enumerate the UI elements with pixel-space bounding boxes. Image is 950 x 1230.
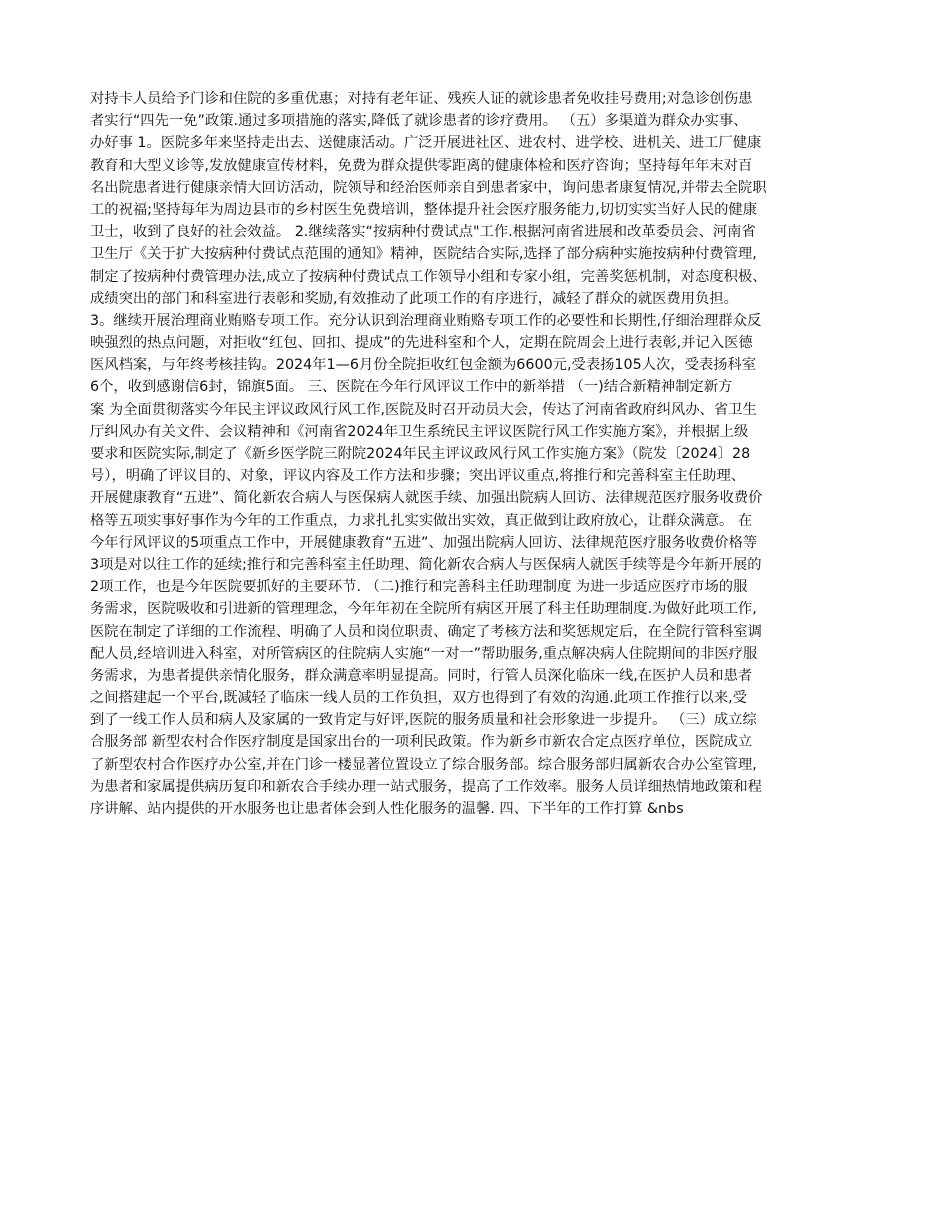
text-line: 号），明确了评议目的、对象，评议内容及工作方法和步骤；突出评议重点,将推行和完善科室主任助理、 [90, 468, 746, 485]
text-line: 者实行“四先一免”政策.通过多项措施的落实,降低了就诊患者的诊疗费用。 （五）多渠道为群众办实事、 [90, 113, 748, 130]
text-line: 工的祝福;坚持每年为周边县市的乡村医生免费培训，整体提升社会医疗服务能力,切切实实当好人民的健康 [90, 201, 758, 218]
text-line: 今年行风评议的5项重点工作中，开展健康教育“五进”、加强出院病人回访、法律规范医疗服务收费价格等 [90, 534, 758, 551]
text-line: 医院在制定了详细的工作流程、明确了人员和岗位职责、确定了考核方法和奖惩规定后，在全院行管科室调 [90, 623, 762, 640]
text-line: 配人员,经培训进入科室，对所管病区的住院病人实施“一对一”帮助服务,重点解决病人住院期间的非医疗服 [90, 645, 758, 662]
text-line: 名出院患者进行健康亲情大回访活动，院领导和经治医师亲自到患者家中，询问患者康复情况,并带去全院职 [90, 179, 767, 196]
text-line: 6个，收到感谢信6封，锦旗5面。 三、医院在今年行风评议工作中的新举措 （一)结合新精神制定新方 [90, 379, 733, 396]
text-line: 开展健康教育“五进”、简化新农合病人与医保病人就医手续、加强出院病人回访、法律规范医疗服务收费价 [90, 490, 763, 507]
text-line: 对持卡人员给予门诊和住院的多重优惠；对持有老年证、残疾人证的就诊患者免收挂号费用;对急诊创伤患 [90, 91, 753, 107]
text-line: 映强烈的热点问题，对拒收“红包、回扣、提成”的先进科室和个人，定期在院周会上进行表彰,并记入医德 [90, 335, 753, 352]
document-body [90, 88, 858, 820]
text-line: 了新型农村合作医疗办公室,并在门诊一楼显著位置设立了综合服务部。综合服务部归属新农合办公室管理, [90, 756, 757, 773]
text-line: 制定了按病种付费管理办法,成立了按病种付费试点工作领导小组和专家小组，完善奖惩机制，对态度积极、 [90, 268, 767, 285]
text-line: 3。继续开展治理商业贿赂专项工作。充分认识到治理商业贿赂专项工作的必要性和长期性,仔细治理群众反 [90, 312, 762, 329]
text-line: 厅纠风办有关文件、会议精神和《河南省2024年卫生系统民主评议医院行风工作实施方案》，并根据上级 [90, 423, 749, 440]
text-line: 3项是对以往工作的延续;推行和完善科室主任助理、简化新农合病人与医保病人就医手续等是今年新开展的 [90, 556, 762, 573]
text-line: 卫士，收到了良好的社会效益。 2.继续落实“按病种付费试点"工作.根据河南省进展和改革委员会、河南省 [90, 224, 756, 241]
text-line: 为患者和家属提供病历复印和新农合手续办理一站式服务，提高了工作效率。服务人员详细热情地政策和程 [90, 778, 762, 795]
text-line: 务需求，为患者提供亲情化服务，群众满意率明显提高。同时，行管人员深化临床一线,在医护人员和患者 [90, 667, 753, 684]
text-line: 要求和医院实际,制定了《新乡医学院三附院2024年民主评议政风行风工作实施方案》（院发〔2024〕28 [90, 446, 751, 462]
text-line: 到了一线工作人员和病人及家属的一致肯定与好评,医院的服务质量和社会形象进一步提升。 （三）成立综 [90, 712, 757, 729]
text-line: 2项工作，也是今年医院要抓好的主要环节. （二)推行和完善科主任助理制度 为进一步适应医疗市场的服 [90, 579, 748, 596]
text-line: 医风档案，与年终考核挂钩。2024年1—6月份全院拒收红包金额为6600元,受表扬105人次，受表扬科室 [90, 357, 757, 374]
text-line: 格等五项实事好事作为今年的工作重点，力求扎扎实实做出实效，真正做到让政府放心，让群众满意。 在 [90, 512, 753, 529]
text-line: 教育和大型义诊等,发放健康宣传材料，免费为群众提供零距离的健康体检和医疗咨询；坚持每年年末对百 [90, 157, 753, 174]
text-line: 成绩突出的部门和科室进行表彰和奖励,有效推动了此项工作的有序进行，减轻了群众的就医费用负担。 [90, 290, 738, 307]
text-line: 案 为全面贯彻落实今年民主评议政风行风工作,医院及时召开动员大会，传达了河南省政府纠风办、省卫生 [90, 401, 757, 418]
text-line: 序讲解、站内提供的开水服务也让患者体会到人性化服务的温馨. 四、下半年的工作打算 &nbs [90, 801, 684, 817]
text-line: 办好事 1。医院多年来坚持走出去、送健康活动。广泛开展进社区、进农村、进学校、进机关、进工厂健康 [90, 135, 762, 152]
text-line: 之间搭建起一个平台,既减轻了临床一线人员的工作负担，双方也得到了有效的沟通.此项工作推行以来,受 [90, 690, 747, 707]
text-line: 卫生厅《关于扩大按病种付费试点范围的通知》精神，医院结合实际,选择了部分病种实施按病种付费管理, [90, 246, 757, 263]
text-line: 合服务部 新型农村合作医疗制度是国家出台的一项利民政策。作为新乡市新农合定点医疗单位，医院成立 [90, 734, 753, 751]
text-line: 务需求，医院吸收和引进新的管理理念，今年年初在全院所有病区开展了科主任助理制度.为做好此项工作, [90, 601, 757, 618]
